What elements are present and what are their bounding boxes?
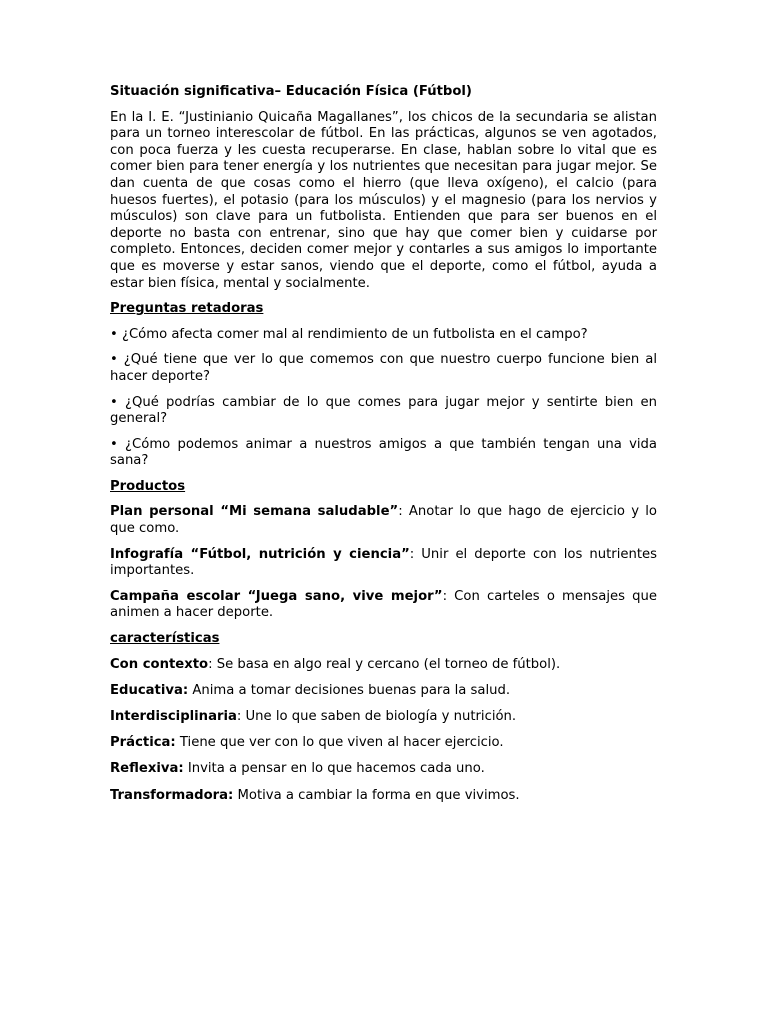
feature-name: Educativa:: [110, 682, 189, 698]
question-item: • ¿Cómo podemos animar a nuestros amigos a que también tengan una vida sana?: [110, 436, 657, 469]
product-name: Campaña escolar “Juega sano, vive mejor”: [110, 588, 443, 604]
feature-description: Invita a pensar en lo que hacemos cada uno.: [183, 761, 485, 777]
document-title: Situación significativa– Educación Física (Fútbol): [110, 84, 472, 99]
document-page: [110, 84, 657, 814]
feature-item: [110, 657, 657, 674]
feature-item: [110, 735, 657, 752]
feature-name: Reflexiva:: [110, 761, 184, 777]
products-list: [110, 504, 657, 622]
features-heading: características: [110, 631, 220, 647]
product-item: [110, 504, 657, 537]
feature-item: [110, 683, 657, 700]
questions-list: [110, 327, 657, 470]
product-description: : Unir el deporte con los nutrientes importantes.: [110, 546, 657, 579]
product-name: Plan personal “Mi semana saludable”: [110, 504, 399, 520]
intro-paragraph: En la I. E. “Justinianio Quicaña Magallanes”, los chicos de la secundaria se alistan para un torneo interescolar de fútbol. En las prácticas, algunos se ven agotados, con poca fuerza y les cuesta recuperarse. En clase, hablan sobre lo vital que es comer bien para tener energía y los nutrientes que necesitan para jugar mejor. Se dan cuenta de que cosas como el hierro (que lleva oxígeno), el calcio (para huesos fuertes), el potasio (para los músculos) y el magnesio (para los nervios y músculos) son clave para un futbolista. Entienden que para ser buenos en el deporte no basta con entrenar, sino que hay que comer bien y cuidarse por completo. Entonces, deciden comer mejor y contarles a sus amigos lo importante que es moverse y estar sanos, viendo que el deporte, como el fútbol, ayuda a estar bien física, mental y socialmente.: [110, 109, 657, 291]
product-name: Infografía “Fútbol, nutrición y ciencia”: [110, 546, 410, 562]
feature-item: [110, 761, 657, 778]
feature-item: [110, 788, 657, 805]
feature-description: : Une lo que saben de biología y nutrición.: [236, 709, 517, 724]
product-description: : Con carteles o mensajes que animen a hacer deporte.: [110, 588, 657, 621]
product-item: [110, 589, 657, 622]
products-heading: Productos: [110, 478, 186, 494]
question-item: • ¿Qué tiene que ver lo que comemos con que nuestro cuerpo funcione bien al hacer deporte?: [110, 352, 657, 384]
feature-name: Práctica:: [110, 735, 176, 751]
feature-description: Tiene que ver con lo que viven al hacer ejercicio.: [175, 735, 504, 751]
questions-heading: Preguntas retadoras: [110, 301, 264, 317]
feature-name: Interdisciplinaria: [110, 709, 237, 724]
feature-description: : Se basa en algo real y cercano (el torneo de fútbol).: [208, 656, 561, 672]
product-description: : Anotar lo que hago de ejercicio y lo que como.: [110, 504, 657, 537]
features-list: [110, 657, 657, 805]
feature-description: Motiva a cambiar la forma en que vivimos.: [233, 787, 520, 803]
feature-name: Con contexto: [110, 656, 209, 672]
feature-description: Anima a tomar decisiones buenas para la salud.: [188, 682, 511, 698]
feature-item: [110, 709, 657, 726]
feature-name: Transformadora:: [110, 787, 234, 803]
question-item: • ¿Cómo afecta comer mal al rendimiento de un futbolista en el campo?: [110, 326, 588, 342]
product-item: [110, 547, 657, 580]
question-item: • ¿Qué podrías cambiar de lo que comes para jugar mejor y sentirte bien en general?: [110, 394, 657, 427]
